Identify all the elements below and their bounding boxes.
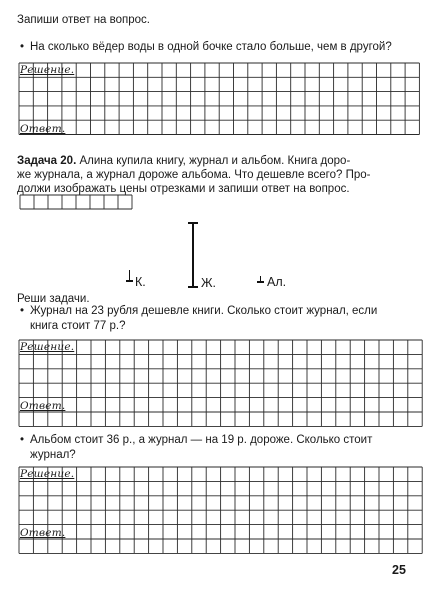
answer-boxes — [19, 194, 133, 210]
task20-title: Задача 20. — [17, 155, 77, 167]
segment-label-book: К. — [135, 275, 146, 289]
task20-line1 — [17, 154, 350, 168]
section1-heading: Запиши ответ на вопрос. — [17, 14, 150, 26]
task20-text-1: Алина купила книгу, журнал и альбом. Книга доро- — [79, 155, 351, 167]
section1-question-text: На сколько вёдер воды в одной бочке стало больше, чем в другой? — [30, 41, 392, 53]
answer-label-1: Ответ. — [20, 123, 66, 135]
bullet-icon: • — [20, 434, 25, 446]
bullet-icon: • — [20, 41, 25, 53]
section2-question-2 — [20, 433, 373, 462]
section2-question-1 — [20, 304, 378, 333]
section2-q2-line1: Альбом стоит 36 р., а журнал — на 19 р. дороже. Сколько стоит — [30, 434, 373, 446]
answer-label-2: Ответ. — [20, 400, 66, 412]
bullet-icon: • — [20, 305, 25, 317]
solution-label-1: Решение. — [20, 64, 75, 76]
page-number: 25 — [392, 563, 406, 577]
grid-solution-1 — [18, 62, 420, 136]
segment-book — [128, 270, 131, 281]
section2-q2-line2: журнал? — [30, 448, 76, 461]
task20-line2: же журнала, а журнал дороже альбома. Что дешевле всего? Про- — [17, 169, 371, 181]
section2-heading: Реши задачи. — [17, 293, 90, 305]
section2-q1-line1: Журнал на 23 рубля дешевле книги. Сколько стоит журнал, если — [30, 305, 378, 317]
grid-solution-2 — [18, 339, 423, 427]
grid-solution-3 — [18, 466, 423, 554]
segment-label-magazine: Ж. — [201, 276, 217, 290]
segment-album — [257, 276, 265, 282]
section1-question — [20, 40, 392, 55]
task20-line3: должи изображать цены отрезками и запиши ответ на вопрос. — [17, 183, 350, 195]
segment-label-album: Ал. — [267, 275, 287, 289]
solution-label-2: Решение. — [20, 341, 75, 353]
solution-label-3: Решение. — [20, 468, 75, 480]
section2-q1-line2: книга стоит 77 р.? — [30, 319, 126, 332]
answer-label-3: Ответ. — [20, 527, 66, 539]
segment-magazine — [186, 222, 200, 288]
